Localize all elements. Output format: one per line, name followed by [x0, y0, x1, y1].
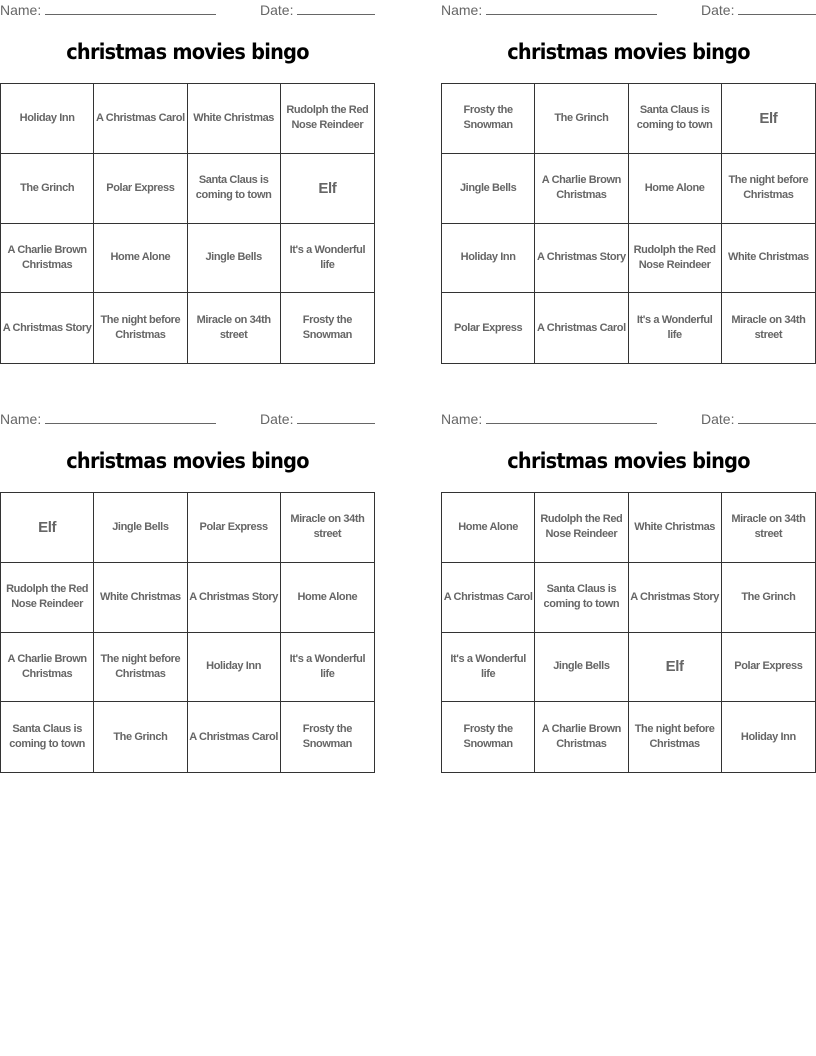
- name-field: [0, 2, 216, 18]
- bingo-cell: Polar Express: [722, 633, 815, 703]
- bingo-cell: A Christmas Story: [1, 293, 94, 363]
- bingo-cell: Jingle Bells: [535, 633, 628, 703]
- bingo-cell: Jingle Bells: [442, 154, 535, 224]
- bingo-cell: Home Alone: [629, 154, 722, 224]
- bingo-cell: It's a Wonderful life: [629, 293, 722, 363]
- bingo-cell: A Charlie Brown Christmas: [535, 702, 628, 772]
- card-title: christmas movies bingo: [507, 449, 750, 473]
- date-label: Date:: [701, 411, 735, 427]
- bingo-cell: The night before Christmas: [94, 293, 187, 363]
- name-label: Name:: [0, 2, 42, 18]
- bingo-cell: White Christmas: [188, 84, 281, 154]
- bingo-cell: Rudolph the Red Nose Reindeer: [1, 563, 94, 633]
- bingo-cell: White Christmas: [629, 493, 722, 563]
- bingo-cell: A Charlie Brown Christmas: [535, 154, 628, 224]
- bingo-cell: Frosty the Snowman: [302, 723, 352, 751]
- bingo-cell: A Christmas Carol: [535, 293, 628, 363]
- bingo-card-1: [0, 0, 375, 342]
- bingo-cell: Rudolph the Red Nose Reindeer: [629, 224, 722, 294]
- card-header: [441, 409, 816, 431]
- name-label: Name:: [0, 411, 42, 427]
- bingo-grid: [0, 83, 375, 364]
- bingo-cell: Elf: [722, 84, 815, 154]
- bingo-cell: Rudolph the Red Nose Reindeer: [281, 84, 374, 154]
- bingo-cell: Home Alone: [94, 224, 187, 294]
- bingo-cell: Holiday Inn: [740, 730, 796, 743]
- bingo-cell: A Christmas Carol: [442, 563, 535, 633]
- date-label: Date:: [260, 2, 294, 18]
- bingo-cell: White Christmas: [94, 563, 187, 633]
- name-blank-line: [45, 2, 216, 15]
- bingo-cell: A Christmas Carol: [94, 84, 187, 154]
- bingo-cell: The Grinch: [722, 563, 815, 633]
- bingo-cell: A Christmas Story: [188, 563, 281, 633]
- bingo-cell: Elf: [1, 493, 94, 563]
- bingo-cell: Miracle on 34th street: [281, 493, 374, 563]
- card-title: christmas movies bingo: [507, 40, 750, 64]
- bingo-cell: Polar Express: [94, 154, 187, 224]
- card-header: [0, 409, 375, 431]
- date-blank-line: [738, 411, 816, 424]
- bingo-card-4: [441, 409, 816, 751]
- name-field: [0, 411, 216, 427]
- bingo-cell: Frosty the Snowman: [302, 314, 352, 342]
- name-field: [441, 2, 657, 18]
- date-label: Date:: [701, 2, 735, 18]
- bingo-cell: It's a Wonderful life: [442, 633, 535, 703]
- bingo-cell: The night before Christmas: [722, 154, 815, 224]
- bingo-cell: Jingle Bells: [188, 224, 281, 294]
- date-field: [701, 411, 816, 427]
- bingo-cell: White Christmas: [722, 224, 815, 294]
- bingo-cell: A Charlie Brown Christmas: [1, 633, 94, 703]
- bingo-cell: Santa Claus is coming to town: [629, 84, 722, 154]
- bingo-cell: Home Alone: [442, 493, 535, 563]
- bingo-cell: A Christmas Story: [629, 563, 722, 633]
- bingo-cell: It's a Wonderful life: [281, 633, 374, 703]
- bingo-cell: The Grinch: [1, 154, 94, 224]
- bingo-cell: The Grinch: [94, 702, 187, 772]
- bingo-cell: Polar Express: [442, 293, 535, 363]
- name-blank-line: [486, 2, 657, 15]
- bingo-grid: [441, 492, 816, 773]
- bingo-cell: It's a Wonderful life: [281, 224, 374, 294]
- bingo-cell: Holiday Inn: [188, 633, 281, 703]
- bingo-card-3: [0, 409, 375, 751]
- name-field: [441, 411, 657, 427]
- name-blank-line: [486, 411, 657, 424]
- bingo-cell: Miracle on 34th street: [188, 293, 281, 363]
- date-field: [260, 2, 375, 18]
- card-header: [441, 0, 816, 22]
- date-field: [701, 2, 816, 18]
- card-title: christmas movies bingo: [66, 40, 309, 64]
- bingo-cell: A Christmas Story: [535, 224, 628, 294]
- card-header: [0, 0, 375, 22]
- bingo-cell: Jingle Bells: [94, 493, 187, 563]
- date-blank-line: [738, 2, 816, 15]
- bingo-cell: Home Alone: [281, 563, 374, 633]
- bingo-cell: Frosty the Snowman: [442, 702, 535, 772]
- date-label: Date:: [260, 411, 294, 427]
- name-label: Name:: [441, 411, 483, 427]
- bingo-cell: Frosty the Snowman: [442, 84, 535, 154]
- bingo-cell: Polar Express: [188, 493, 281, 563]
- bingo-cell: Rudolph the Red Nose Reindeer: [535, 493, 628, 563]
- card-title: christmas movies bingo: [66, 449, 309, 473]
- bingo-cell: Miracle on 34th street: [731, 314, 806, 342]
- name-label: Name:: [441, 2, 483, 18]
- bingo-cell: Santa Claus is coming to town: [188, 154, 281, 224]
- bingo-cell: Santa Claus is coming to town: [535, 563, 628, 633]
- bingo-cell: Elf: [281, 154, 374, 224]
- name-blank-line: [45, 411, 216, 424]
- bingo-cell: Elf: [629, 633, 722, 703]
- bingo-card-2: [441, 0, 816, 342]
- bingo-cell: Miracle on 34th street: [722, 493, 815, 563]
- bingo-cell: The night before Christmas: [629, 702, 722, 772]
- bingo-cell: Holiday Inn: [442, 224, 535, 294]
- bingo-cell: Holiday Inn: [1, 84, 94, 154]
- bingo-cell: Santa Claus is coming to town: [1, 702, 94, 772]
- bingo-cell: The night before Christmas: [94, 633, 187, 703]
- bingo-grid: [0, 492, 375, 773]
- bingo-grid: [441, 83, 816, 364]
- bingo-cell: The Grinch: [535, 84, 628, 154]
- date-blank-line: [297, 2, 375, 15]
- date-field: [260, 411, 375, 427]
- bingo-cell: A Charlie Brown Christmas: [1, 224, 94, 294]
- date-blank-line: [297, 411, 375, 424]
- bingo-cell: A Christmas Carol: [188, 702, 281, 772]
